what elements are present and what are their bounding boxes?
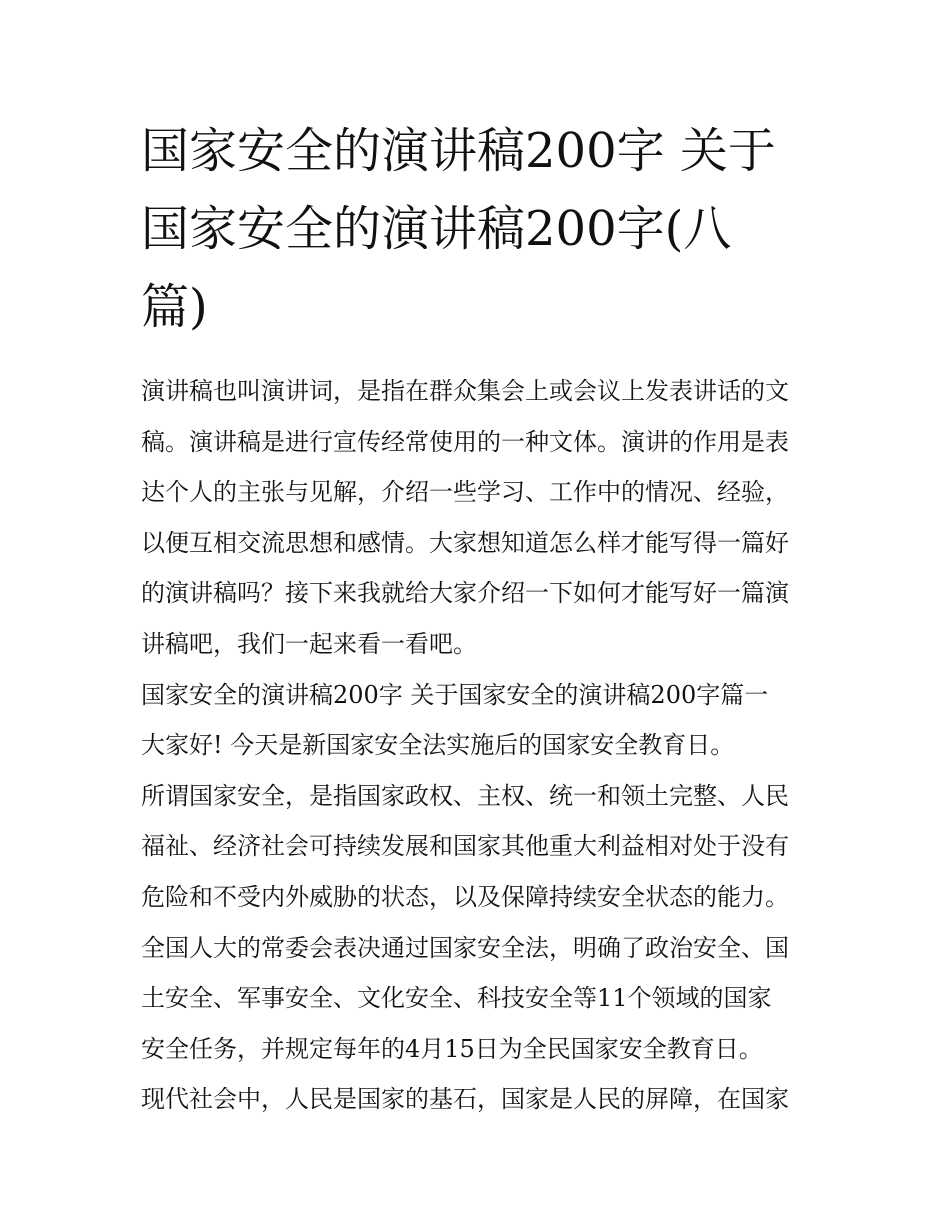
intro-paragraph — [141, 366, 813, 670]
text-line: 现代社会中，人民是国家的基石，国家是人民的屏障，在国家 — [141, 1085, 789, 1114]
text-line: 讲稿吧，我们一起来看一看吧。 — [141, 629, 477, 658]
text-line: 的演讲稿吗？接下来我就给大家介绍一下如何才能写好一篇演 — [141, 579, 789, 608]
body-paragraph — [141, 771, 813, 1125]
title-line: 国家安全的演讲稿200字(八 — [141, 201, 732, 257]
text-line: 危险和不受内外威胁的状态，以及保障持续安全状态的能力。 — [141, 882, 789, 911]
title-line: 篇) — [141, 279, 208, 335]
text-line: 所谓国家安全，是指国家政权、主权、统一和领土完整、人民 — [141, 781, 789, 810]
text-line: 福祉、经济社会可持续发展和国家其他重大利益相对处于没有 — [141, 832, 789, 861]
text-line: 以便互相交流思想和感情。大家想知道怎么样才能写得一篇好 — [141, 528, 789, 557]
text-line: 达个人的主张与见解，介绍一些学习、工作中的情况、经验， — [141, 478, 789, 507]
text-line: 全国人大的常委会表决通过国家安全法，明确了政治安全、国 — [141, 933, 789, 962]
text-line: 大家好! 今天是新国家安全法实施后的国家安全教育日。 — [141, 731, 735, 760]
text-line: 国家安全的演讲稿200字 关于国家安全的演讲稿200字篇一 — [141, 680, 769, 709]
text-line: 演讲稿也叫演讲词，是指在群众集会上或会议上发表讲话的文 — [141, 377, 789, 405]
text-line: 安全任务，并规定每年的4月15日为全民国家安全教育日。 — [141, 1034, 763, 1063]
document-content — [141, 112, 813, 1125]
title-line: 国家安全的演讲稿200字 关于 — [141, 123, 776, 179]
section-heading-paragraph — [141, 670, 813, 721]
document-title — [141, 112, 813, 346]
document-body — [141, 366, 813, 1125]
text-line: 稿。演讲稿是进行宣传经常使用的一种文体。演讲的作用是表 — [141, 427, 789, 456]
text-line: 土安全、军事安全、文化安全、科技安全等11个领域的国家 — [141, 984, 772, 1013]
greeting-paragraph — [141, 720, 813, 771]
